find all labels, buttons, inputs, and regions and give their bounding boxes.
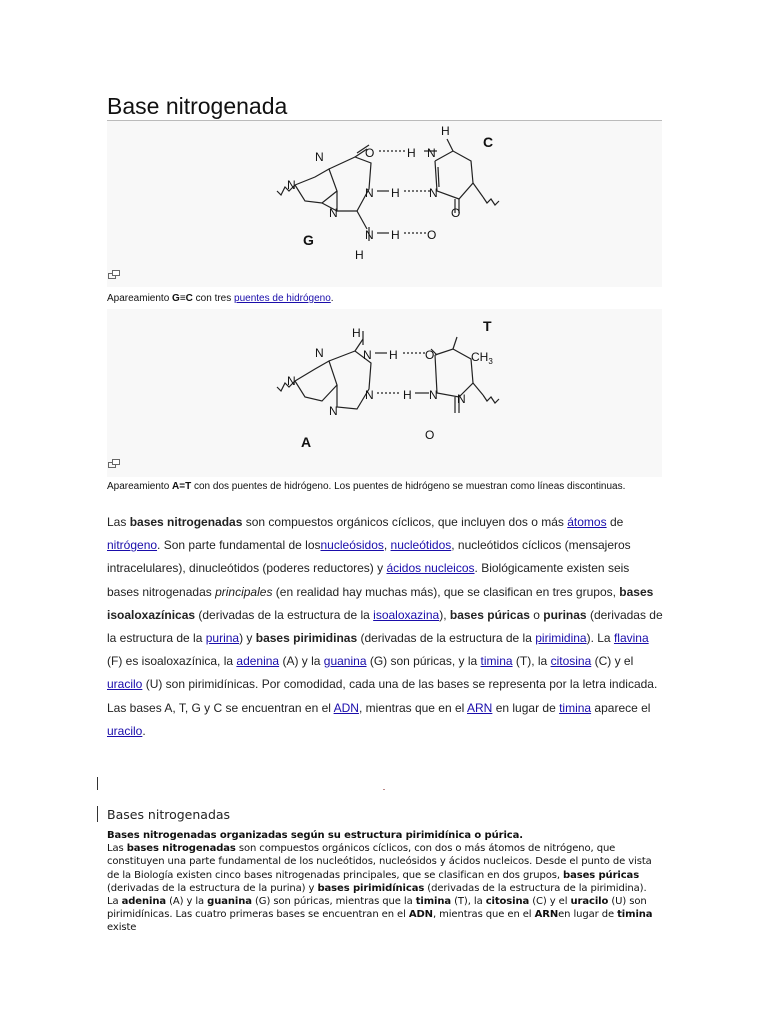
link-timina-2[interactable]: timina: [559, 700, 592, 715]
link-uracilo[interactable]: uracilo: [107, 677, 143, 692]
section-subtitle: Bases nitrogenadas organizadas según su estructura pirimidínica o púrica.: [107, 830, 523, 841]
atom-label: N: [365, 228, 374, 242]
at-structure-diagram: [107, 309, 662, 477]
atom-label: N: [329, 206, 338, 220]
caption-text: con dos puentes de hidrógeno. Los puentes de hidrógeno se muestran como líneas discontinuas.: [191, 481, 626, 492]
link-guanina[interactable]: guanina: [323, 654, 367, 669]
atom-label: N: [365, 186, 374, 200]
link-arn[interactable]: ARN: [467, 700, 493, 715]
article-body: [107, 511, 663, 743]
enlarge-icon[interactable]: [108, 270, 120, 279]
methyl-label: $CH_3$: [471, 350, 493, 366]
atom-label: H: [389, 348, 398, 362]
atom-label: H: [355, 248, 364, 262]
atom-label: H: [352, 326, 361, 340]
atom-label: N: [363, 348, 372, 362]
atom-label: N: [429, 388, 438, 402]
caption-bold: A=T: [172, 481, 192, 492]
atom-label: N: [287, 178, 296, 192]
link-nitrogeno[interactable]: nitrógeno: [107, 538, 158, 553]
caption-text: con tres: [192, 293, 235, 304]
atom-label: N: [287, 374, 296, 388]
atom-label: H: [391, 186, 400, 200]
atom-label: N: [315, 346, 324, 360]
section-paragraph-1: Las bases nitrogenadas son compuestos orgánicos cíclicos, con dos o más átomos de nitrógeno, que constituyen una parte fundamental de los nucleótidos, nucleósidos y ácidos nucleicos. Desde el punto de vista de la Biología existen cinco bases nitrogenadas principales, que se clasifican en dos grupos, bases púricas (derivadas de la estructura de la purina) y bases pirimidínicas (derivadas de la estructura de la pirimidina).: [107, 843, 652, 894]
link-nucleosidos[interactable]: nucleósidos: [320, 538, 384, 553]
text-cursor-mark: [97, 777, 98, 790]
figure-caption-at: [107, 481, 625, 492]
section-paragraph-2: La adenina (A) y la guanina (G) son púricas, mientras que la timina (T), la citosina (C) y el uracilo (U) son pirimidínicas. Las cuatro primeras bases se encuentran en el ADN, mientras que en el ARNen lugar de timina existe: [107, 896, 653, 934]
base-label-c: C: [483, 134, 494, 150]
link-isoaloxazina[interactable]: isoaloxazina: [373, 607, 440, 622]
section-marker: [97, 806, 98, 822]
link-timina[interactable]: timina: [480, 654, 513, 669]
atom-label: N: [365, 388, 374, 402]
link-nucleotidos[interactable]: nucleótidos: [390, 538, 452, 553]
atom-label: O: [451, 206, 461, 220]
atom-label: N: [329, 404, 338, 418]
link-purina[interactable]: purina: [205, 631, 240, 646]
link-adenina[interactable]: adenina: [236, 654, 280, 669]
atom-label: N: [429, 186, 438, 200]
link-adn[interactable]: ADN: [333, 700, 359, 715]
atom-label: N: [315, 150, 324, 164]
base-label-a: A: [301, 434, 312, 450]
link-pirimidina[interactable]: pirimidina: [535, 631, 587, 646]
caption-text: Apareamiento: [107, 481, 173, 492]
atom-label: N: [427, 146, 436, 160]
base-label-t: T: [483, 318, 492, 334]
gc-structure-diagram: [107, 121, 662, 287]
link-flavina[interactable]: flavina: [613, 631, 649, 646]
intro-paragraph: Las bases nitrogenadas son compuestos orgánicos cíclicos, que incluyen dos o más átomos de nitrógeno. Son parte fundamental de losnucleósidos, nucleótidos, nucleótidos cíclicos (mensajeros intracelulares), dinucleótidos (poderes reductores) y ácidos nucleicos. Biológicamente existen seis bases nitrogenadas principales (en realidad hay muchas más), que se clasifican en tres grupos, bases isoaloxazínicas (derivadas de la estructura de la isoaloxazina), bases púricas o purinas (derivadas de la estructura de la purina) y bases pirimidinas (derivadas de la estructura de la pirimidina). La flavina (F) es isoaloxazínica, la adenina (A) y la guanina (G) son púricas, y la timina (T), la citosina (C) y el uracilo (U) son pirimidínicas. Por comodidad, cada una de las bases se representa por la letra indicada. Las bases A, T, G y C se encuentran en el ADN, mientras que en el ARN en lugar de timina aparece el uracilo.: [107, 515, 663, 738]
atom-label: H: [391, 228, 400, 242]
atom-label: O: [427, 228, 437, 242]
atom-label: H: [403, 388, 412, 402]
link-citosina[interactable]: citosina: [550, 654, 592, 669]
dot-mark: [383, 789, 385, 790]
link-puentes-hidrogeno[interactable]: puentes de hidrógeno: [234, 293, 331, 304]
figure-gc-pairing: [107, 121, 662, 287]
atom-label: H: [441, 124, 450, 138]
caption-text: Apareamiento: [107, 293, 173, 304]
atom-label: O: [365, 146, 375, 160]
section-title: Bases nitrogenadas: [107, 807, 231, 822]
link-uracilo-2[interactable]: uracilo: [107, 723, 143, 738]
enlarge-icon[interactable]: [108, 459, 120, 468]
figure-at-pairing: [107, 309, 662, 477]
page-title: Base nitrogenada: [107, 90, 662, 121]
caption-text: .: [330, 293, 334, 304]
caption-bold: G≡C: [172, 293, 193, 304]
base-label-g: G: [303, 232, 314, 248]
atom-label: O: [425, 348, 435, 362]
atom-label: H: [407, 146, 416, 160]
link-acidos-nucleicos[interactable]: ácidos nucleicos: [386, 561, 475, 576]
figure-caption-gc: [107, 293, 334, 304]
link-atomos[interactable]: átomos: [567, 515, 607, 529]
atom-label: O: [425, 428, 435, 442]
section-body: [107, 829, 663, 935]
atom-label: N: [457, 392, 466, 406]
